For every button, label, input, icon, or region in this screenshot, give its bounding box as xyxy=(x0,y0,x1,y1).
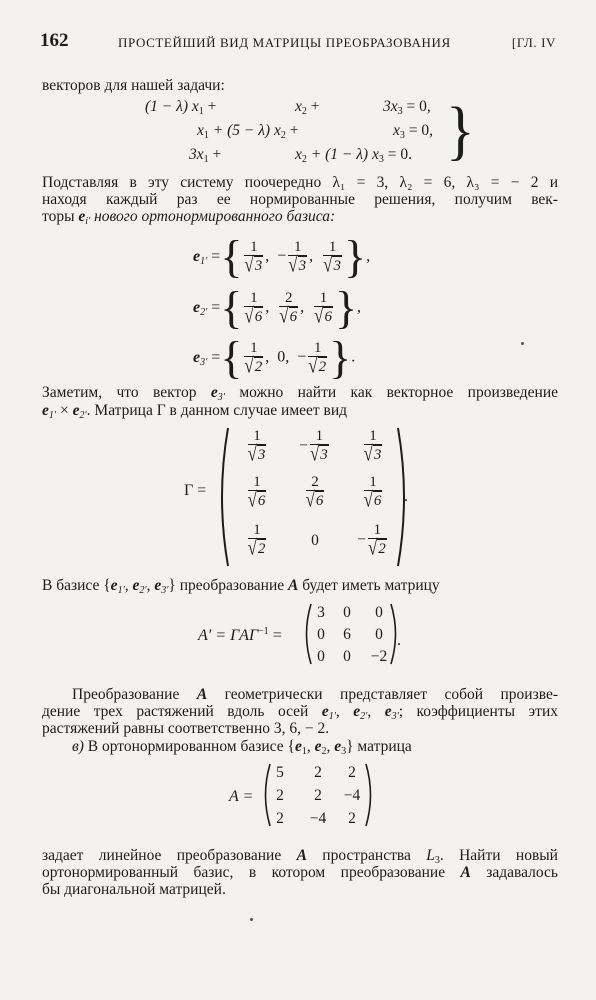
aprime-matrix xyxy=(303,602,399,666)
gamma-cell: $\frac{1}{√2}$ xyxy=(247,522,266,560)
para2-line2: $e_{1'} \times e_{2'}$. Матрица Γ в данном случае имеет вид xyxy=(42,402,348,421)
para6-line3: бы диагональной матрицей. xyxy=(42,881,226,898)
amatrix-label: A = xyxy=(229,788,254,805)
gamma-cell: $\frac{1}{√3}$ xyxy=(247,428,266,466)
amatrix-cell: 2 xyxy=(276,810,284,827)
amatrix-cell: 2 xyxy=(314,764,322,781)
equation-row-2: $x_1 + (5 - \lambda) x_2$ + $x_3 = 0$, xyxy=(197,122,434,141)
aprime-cell: 0 xyxy=(317,626,325,643)
para4-line3: растяжений равны соответственно 3, 6, − 2. xyxy=(42,720,330,737)
speck-mark xyxy=(250,918,253,921)
aprime-cell: 0 xyxy=(375,626,383,643)
para5-line: в) В ортонормированном базисе {$e_1$, $e_2$, $e_3$} матрица xyxy=(72,738,412,757)
amatrix-matrix xyxy=(262,762,374,828)
aprime-cell: 0 xyxy=(343,604,351,621)
aprime-cell: −2 xyxy=(370,648,388,665)
running-head: ПРОСТЕЙШИЙ ВИД МАТРИЦЫ ПРЕОБРАЗОВАНИЯ xyxy=(118,35,451,50)
aprime-cell: 0 xyxy=(317,648,325,665)
aprime-cell: 3 xyxy=(317,604,325,621)
equation-row-3: $3x_1$ + $x_2 + (1 - \lambda) x_3 = 0$. xyxy=(189,146,412,165)
aprime-cell: 0 xyxy=(343,648,351,665)
aprime-end: . xyxy=(397,632,401,649)
vector-e2-equation: $e_{2'}$ ={ $\frac{1}{√6}$ , $\frac{2}{√6}$ , $\frac{1}{√6}$ }, xyxy=(193,282,362,333)
gamma-label: Γ = xyxy=(184,482,207,499)
para1-line2: находя каждый раз ее нормированные решения, получим век- xyxy=(42,191,558,208)
equation-row-1: (1 − λ) $x_1$ + $x_2$ + $3x_3 = 0$, xyxy=(145,98,431,117)
para2-line1: Заметим, что вектор $e_{3'}$ можно найти как векторное произведение xyxy=(42,384,558,403)
gamma-cell: 0 xyxy=(311,532,319,549)
gamma-matrix xyxy=(218,426,408,568)
amatrix-cell: 5 xyxy=(276,764,284,781)
para4-line1: Преобразование A геометрически представляет собой произве- xyxy=(72,686,558,703)
intro-line: векторов для нашей задачи: xyxy=(42,77,225,94)
para4-line2: дение трех растяжений вдоль осей $e_{1'}$, $e_{2'}$, $e_{3'}$; коэффициенты этих xyxy=(42,703,558,722)
gamma-cell: $\frac{1}{√6}$ xyxy=(247,474,266,512)
amatrix-cell: 2 xyxy=(314,787,322,804)
aprime-cell: 0 xyxy=(375,604,383,621)
equation-system xyxy=(145,98,465,168)
chapter-label: [ГЛ. IV xyxy=(511,35,556,50)
amatrix-cell: 2 xyxy=(348,764,356,781)
amatrix-cell: −4 xyxy=(309,810,327,827)
amatrix-cell: 2 xyxy=(348,810,356,827)
gamma-cell: $\frac{1}{√6}$ xyxy=(363,474,382,512)
speck-mark xyxy=(521,342,524,345)
gamma-cell: $\frac{2}{√6}$ xyxy=(305,474,324,512)
page-header xyxy=(40,30,556,52)
gamma-end: . xyxy=(404,488,408,505)
para6-line2: ортонормированный базис, в котором преобразование A задавалось xyxy=(42,864,559,881)
vector-e3-equation: $e_{3'}$ ={ $\frac{1}{√2}$ , 0, − $\frac{1}{√2}$ }. xyxy=(193,332,356,383)
aprime-label: $A' = \Gamma A\Gamma^{-1}$ = xyxy=(198,626,282,644)
amatrix-cell: −4 xyxy=(343,787,361,804)
page-number: 162 xyxy=(40,30,69,51)
aprime-cell: 6 xyxy=(343,626,351,643)
gamma-cell: $\frac{1}{√3}$ xyxy=(363,428,382,466)
gamma-cell: − $\frac{1}{√3}$ xyxy=(299,428,328,466)
para6-line1: задает линейное преобразование A пространства $L_3$. Найти новый xyxy=(42,847,558,866)
gamma-cell: − $\frac{1}{√2}$ xyxy=(357,522,386,560)
system-right-brace: } xyxy=(446,93,475,167)
para1-line3: торы $e_{i'}$ нового ортонормированного базиса: xyxy=(42,208,336,227)
vector-e1-equation: $e_{1'}$ ={ $\frac{1}{√3}$ , − $\frac{1}{√3}$ , $\frac{1}{√3}$ }, xyxy=(193,231,371,282)
para1-line1: Подставляя в эту систему поочередно λ₁ = 3, λ₂ = 6, λ₃ = − 2 и xyxy=(42,174,558,191)
para3-line: В базисе {$e_{1'}$, $e_{2'}$, $e_{3'}$} преобразование A будет иметь матрицу xyxy=(42,577,440,596)
amatrix-cell: 2 xyxy=(276,787,284,804)
